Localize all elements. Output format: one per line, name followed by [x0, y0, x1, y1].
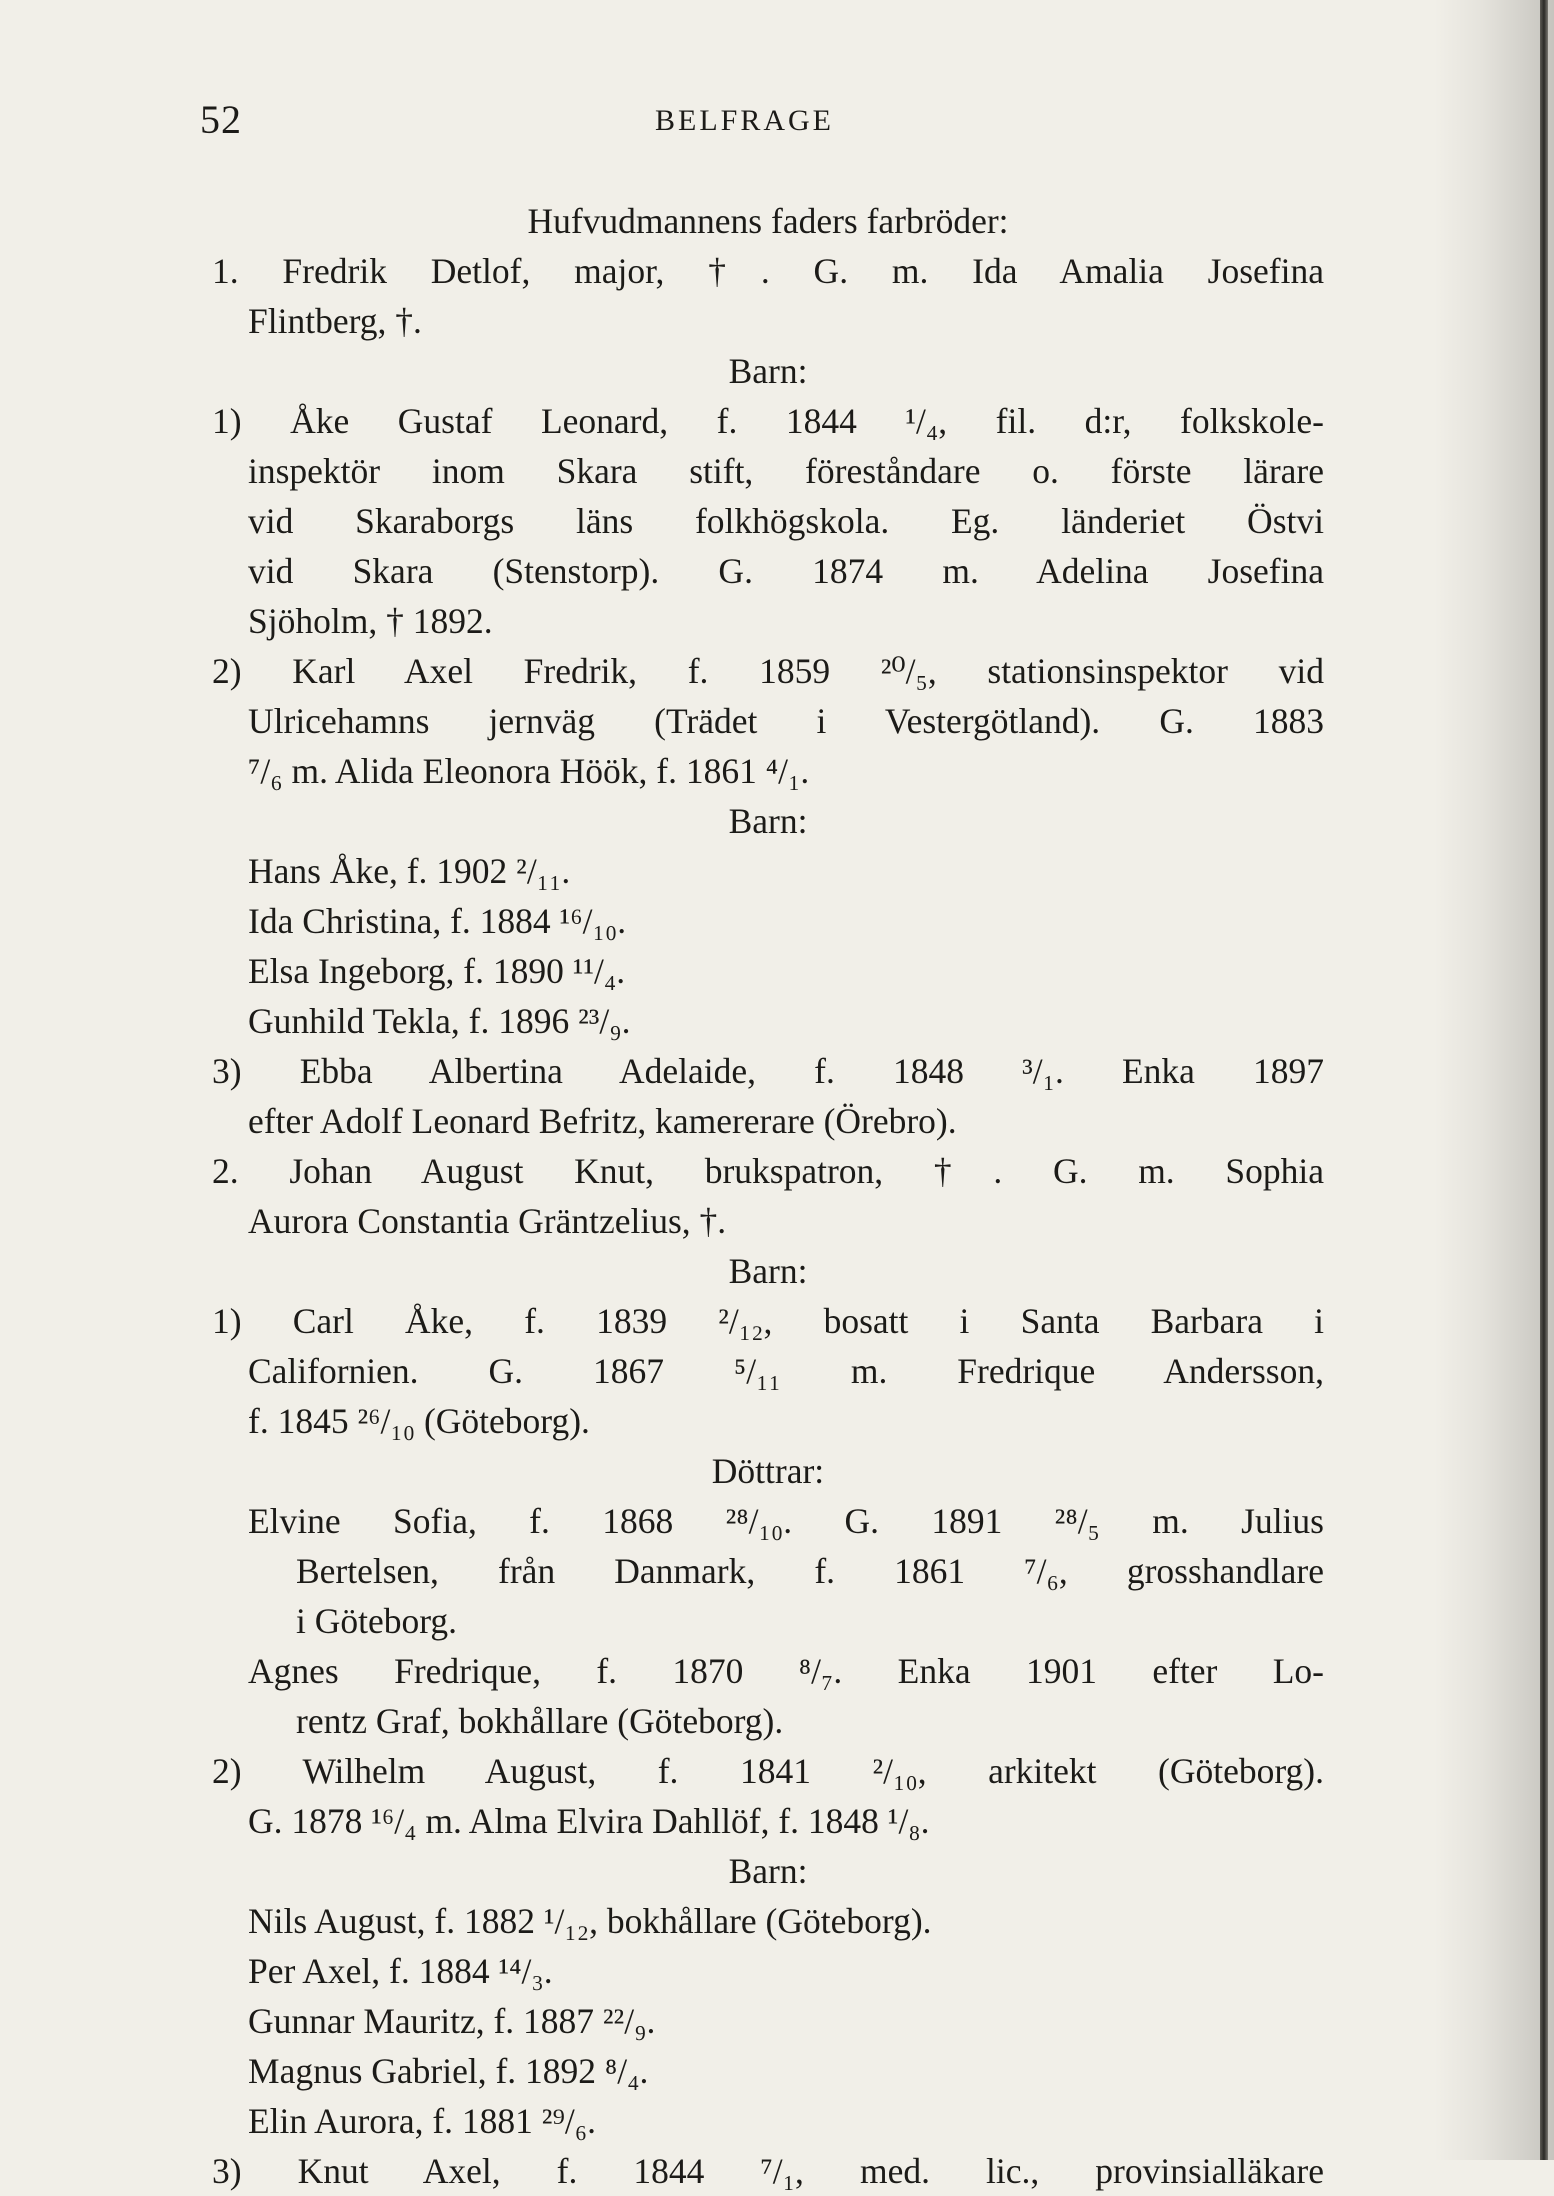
child-entry: Per Axel, f. 1884 ¹⁴/₃.	[248, 1951, 553, 1991]
page-gutter-shadow	[1434, 0, 1554, 2160]
child-entry: Elin Aurora, f. 1881 ²⁹/₆.	[248, 2101, 596, 2141]
entry-line: 2) Karl Axel Fredrik, f. 1859 ²⁰/₅, stationsinspektor vid	[212, 651, 1324, 691]
child-entry: Elsa Ingeborg, f. 1890 ¹¹/₄.	[248, 951, 626, 991]
child-entry: Gunnar Mauritz, f. 1887 ²²/₉.	[248, 2001, 656, 2041]
entry-line: 1. Fredrik Detlof, major, †. G. m. Ida Amalia Josefina	[212, 251, 1324, 291]
child-entry: Magnus Gabriel, f. 1892 ⁸/₄.	[248, 2051, 649, 2091]
running-title: BELFRAGE	[655, 104, 835, 137]
entry-line: 3) Knut Axel, f. 1844 ⁷/₁, med. lic., provinsialläkare	[212, 2151, 1324, 2191]
entry-line: G. 1878 ¹⁶/₄ m. Alma Elvira Dahllöf, f. 1848 ¹/₈.	[248, 1801, 930, 1841]
entry-line: Aurora Constantia Gräntzelius, †.	[248, 1201, 727, 1241]
child-entry: Hans Åke, f. 1902 ²/₁₁.	[248, 851, 571, 891]
book-spine-edge	[1540, 0, 1548, 2160]
entry-line: vid Skaraborgs läns folkhögskola. Eg. länderiet Östvi	[248, 501, 1324, 541]
entry-line: inspektör inom Skara stift, föreståndare o. förste lärare	[248, 451, 1324, 491]
child-entry: Bertelsen, från Danmark, f. 1861 ⁷/₆, grosshandlare	[296, 1551, 1324, 1591]
entry-line: Californien. G. 1867 ⁵/₁₁ m. Fredrique Andersson,	[248, 1351, 1324, 1391]
entry-line: Sjöholm, † 1892.	[248, 601, 493, 641]
child-entry: Ida Christina, f. 1884 ¹⁶/₁₀.	[248, 901, 627, 941]
entry-line: f. 1845 ²⁶/₁₀ (Göteborg).	[248, 1401, 590, 1441]
subheading: Barn:	[728, 1851, 808, 1891]
child-entry: Gunhild Tekla, f. 1896 ²³/₉.	[248, 1001, 631, 1041]
child-entry: i Göteborg.	[296, 1601, 458, 1641]
subheading: Döttrar:	[711, 1451, 825, 1491]
child-entry: Nils August, f. 1882 ¹/₁₂, bokhållare (Göteborg).	[248, 1901, 932, 1941]
entry-line: ⁷/₆ m. Alida Eleonora Höök, f. 1861 ⁴/₁.	[248, 751, 810, 791]
child-entry: Agnes Fredrique, f. 1870 ⁸/₇. Enka 1901 efter Lo-	[248, 1651, 1324, 1691]
entry-line: 3) Ebba Albertina Adelaide, f. 1848 ³/₁. Enka 1897	[212, 1051, 1324, 1091]
entry-line: Flintberg, †.	[248, 301, 422, 341]
genealogy-text	[212, 196, 1324, 2196]
page-number: 52	[200, 97, 242, 142]
entry-line: 2. Johan August Knut, brukspatron, †. G. m. Sophia	[212, 1151, 1324, 1191]
entry-line: 1) Åke Gustaf Leonard, f. 1844 ¹/₄, fil. d:r, folkskole-	[212, 401, 1324, 441]
section-heading: Hufvudmannens faders farbröder:	[527, 201, 1009, 241]
child-entry: rentz Graf, bokhållare (Göteborg).	[296, 1701, 784, 1741]
entry-line: vid Skara (Stenstorp). G. 1874 m. Adelina Josefina	[248, 551, 1324, 591]
subheading: Barn:	[728, 801, 808, 841]
child-entry: Elvine Sofia, f. 1868 ²⁸/₁₀. G. 1891 ²⁸/₅ m. Julius	[248, 1501, 1324, 1541]
entry-line: 2) Wilhelm August, f. 1841 ²/₁₀, arkitekt (Göteborg).	[212, 1751, 1324, 1791]
subheading: Barn:	[728, 351, 808, 391]
entry-line: Ulricehamns jernväg (Trädet i Vestergötland). G. 1883	[248, 701, 1324, 741]
page-header	[0, 96, 1450, 156]
entry-line: efter Adolf Leonard Befritz, kamererare (Örebro).	[248, 1101, 957, 1141]
subheading: Barn:	[728, 1251, 808, 1291]
entry-line: 1) Carl Åke, f. 1839 ²/₁₂, bosatt i Santa Barbara i	[212, 1301, 1324, 1341]
